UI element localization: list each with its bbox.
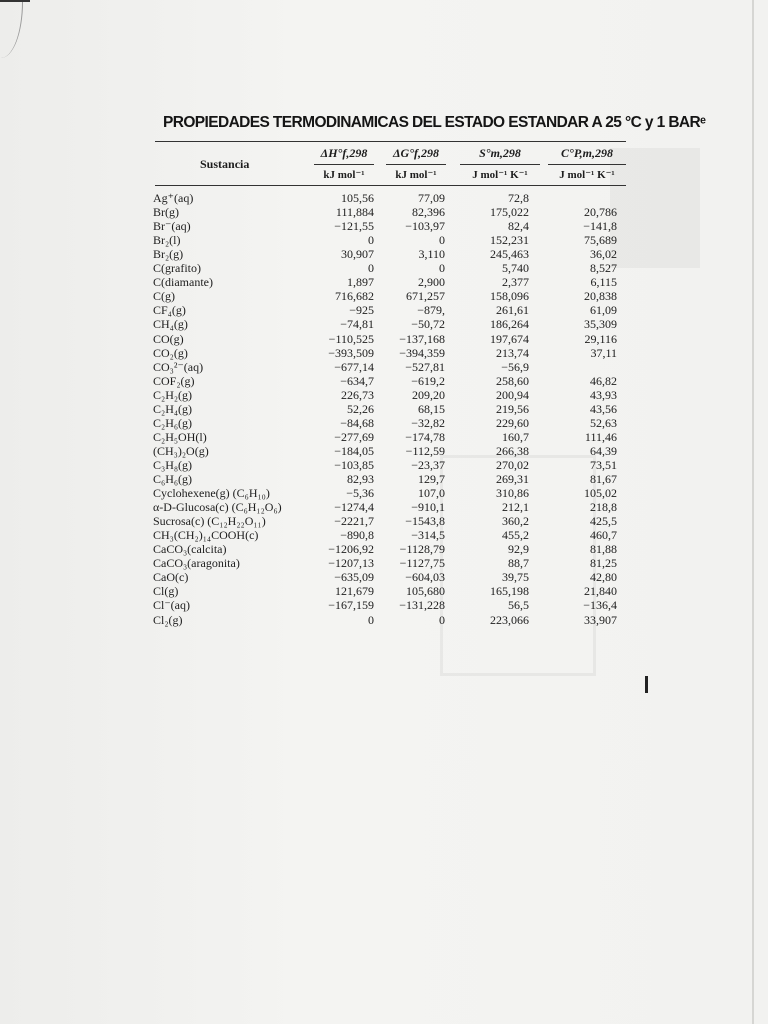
substance-cell: Br(g)	[153, 205, 179, 220]
header-enthalpy-symbol: ΔH°f,298	[320, 146, 368, 160]
heat-capacity-cell: 8,527	[590, 261, 617, 276]
heat-capacity-cell: 73,51	[590, 457, 617, 472]
gibbs-cell: 0	[439, 233, 445, 248]
substance-cell: (CH₃)₂O(g)	[153, 443, 209, 458]
table-row	[0, 458, 700, 472]
table-row	[0, 275, 700, 289]
gibbs-cell: −394,359	[399, 345, 445, 360]
table-row	[0, 219, 700, 233]
enthalpy-cell: 105,56	[341, 191, 374, 205]
table-row	[0, 444, 700, 458]
substance-cell: CO₃²⁻(aq)	[153, 359, 204, 374]
heat-capacity-cell: 33,907	[584, 612, 617, 627]
page-edge	[752, 0, 754, 1024]
gibbs-cell: −1128,79	[399, 542, 445, 557]
table-row	[0, 191, 700, 205]
entropy-cell: 39,75	[502, 570, 529, 585]
entropy-cell: 92,9	[508, 542, 529, 557]
entropy-cell: 455,2	[502, 528, 529, 543]
gibbs-cell: −1127,75	[399, 556, 445, 571]
gibbs-cell: −131,228	[399, 598, 445, 613]
substance-cell: C₃H₈(g)	[153, 457, 193, 472]
enthalpy-cell: 226,73	[341, 387, 374, 402]
heat-capacity-cell: 46,82	[590, 373, 617, 388]
enthalpy-cell: 30,907	[341, 247, 374, 262]
entropy-cell: 82,4	[508, 219, 529, 234]
entropy-cell: 269,31	[496, 472, 529, 486]
heat-capacity-cell: 6,115	[590, 275, 617, 290]
heat-capacity-cell: 35,309	[584, 317, 617, 332]
header-enthalpy-unit: kJ mol⁻¹	[323, 169, 365, 181]
header-gibbs-bar	[386, 164, 446, 165]
header-enthalpy-bar	[314, 164, 374, 165]
entropy-cell: 200,94	[496, 387, 529, 402]
gibbs-cell: 68,15	[418, 401, 445, 416]
heat-capacity-cell: 36,02	[590, 247, 617, 262]
header-gibbs	[386, 144, 446, 183]
substance-cell: Cyclohexene(g) (C₆H₁₀)	[153, 486, 270, 501]
header-entropy-bar	[460, 164, 540, 165]
table-row	[0, 542, 700, 556]
table-row	[0, 430, 700, 444]
table-row	[0, 374, 700, 388]
gibbs-cell: 0	[439, 261, 445, 276]
gibbs-cell: −604,03	[405, 570, 445, 585]
heat-capacity-cell: 20,786	[584, 205, 617, 220]
heat-capacity-cell: 105,02	[584, 486, 617, 501]
enthalpy-cell: 716,682	[335, 289, 374, 304]
substance-cell: C(diamante)	[153, 275, 213, 290]
substance-cell: Cl⁻(aq)	[153, 598, 190, 613]
gibbs-cell: −174,78	[405, 429, 445, 444]
table-row	[0, 317, 700, 331]
entropy-cell: 229,60	[496, 415, 529, 430]
gibbs-cell: 3,110	[418, 247, 445, 262]
entropy-cell: 2,377	[502, 275, 529, 290]
enthalpy-cell: −184,05	[334, 443, 374, 458]
enthalpy-cell: −925	[349, 303, 374, 318]
gibbs-cell: 107,0	[418, 486, 445, 501]
scan-mark	[645, 676, 648, 693]
enthalpy-cell: 111,884	[335, 205, 374, 220]
table-row	[0, 388, 700, 402]
enthalpy-cell: −167,159	[328, 598, 374, 613]
heat-capacity-cell: −136,4	[583, 598, 617, 613]
heat-capacity-cell: 81,25	[590, 556, 617, 571]
enthalpy-cell: −74,81	[340, 317, 374, 332]
substance-cell: C(grafito)	[153, 261, 201, 276]
entropy-cell: 219,56	[496, 401, 529, 416]
gibbs-cell: 209,20	[412, 387, 445, 402]
table-row	[0, 346, 700, 360]
enthalpy-cell: −1207,13	[328, 556, 374, 571]
table-row	[0, 472, 700, 486]
substance-cell: CF₄(g)	[153, 303, 186, 318]
entropy-cell: 266,38	[496, 443, 529, 458]
enthalpy-cell: −84,68	[340, 415, 374, 430]
header-rule	[155, 185, 626, 186]
enthalpy-cell: −393,509	[328, 345, 374, 360]
heat-capacity-cell: 218,8	[590, 500, 617, 515]
enthalpy-cell: 0	[368, 261, 374, 276]
enthalpy-cell: 121,679	[335, 584, 374, 599]
entropy-cell: −56,9	[501, 359, 529, 374]
substance-cell: Cl₂(g)	[153, 612, 183, 627]
enthalpy-cell: −634,7	[340, 373, 374, 388]
entropy-cell: 213,74	[496, 345, 529, 360]
enthalpy-cell: −103,85	[334, 457, 374, 472]
gibbs-cell: −527,81	[405, 359, 445, 374]
heat-capacity-cell: 37,11	[590, 345, 617, 360]
gibbs-cell: −910,1	[411, 500, 445, 515]
gibbs-cell: 77,09	[418, 191, 445, 205]
table-row	[0, 556, 700, 570]
table-row	[0, 233, 700, 247]
header-heat-capacity-bar	[548, 164, 626, 165]
entropy-cell: 152,231	[490, 233, 529, 248]
substance-cell: CaO(c)	[153, 570, 189, 585]
substance-cell: CH₃(CH₂)₁₄COOH(c)	[153, 528, 259, 543]
entropy-cell: 245,463	[490, 247, 529, 262]
table-row	[0, 528, 700, 542]
heat-capacity-cell: 20,838	[584, 289, 617, 304]
gibbs-cell: 82,396	[412, 205, 445, 220]
enthalpy-cell: 52,26	[347, 401, 374, 416]
entropy-cell: 160,7	[502, 429, 529, 444]
entropy-cell: 258,60	[496, 373, 529, 388]
substance-cell: C(g)	[153, 289, 175, 304]
entropy-cell: 186,264	[490, 317, 529, 332]
header-entropy	[460, 144, 540, 183]
gibbs-cell: −103,97	[405, 219, 445, 234]
entropy-cell: 310,86	[496, 486, 529, 501]
heat-capacity-cell: 75,689	[584, 233, 617, 248]
heat-capacity-cell: 81,67	[590, 472, 617, 486]
heat-capacity-cell: 43,93	[590, 387, 617, 402]
gibbs-cell: −137,168	[399, 331, 445, 346]
enthalpy-cell: −635,09	[334, 570, 374, 585]
entropy-cell: 261,61	[496, 303, 529, 318]
entropy-cell: 197,674	[490, 331, 529, 346]
header-substance: Sustancia	[200, 157, 250, 171]
substance-cell: CO₂(g)	[153, 345, 188, 360]
gibbs-cell: −112,59	[405, 443, 445, 458]
table-row	[0, 247, 700, 261]
substance-cell: Br₂(l)	[153, 233, 181, 248]
table-title: PROPIEDADES TERMODINAMICAS DEL ESTADO ESTANDAR A 25 °C y 1 BARᵉ	[163, 114, 706, 131]
gibbs-cell: 0	[439, 612, 445, 627]
substance-cell: α-D-Glucosa(c) (C₆H₁₂O₆)	[153, 500, 282, 515]
substance-cell: C₂H₆(g)	[153, 415, 193, 430]
substance-cell: CaCO₃(aragonita)	[153, 556, 240, 571]
entropy-cell: 270,02	[496, 457, 529, 472]
enthalpy-cell: −890,8	[340, 528, 374, 543]
heat-capacity-cell: 64,39	[590, 443, 617, 458]
heat-capacity-cell: 61,09	[590, 303, 617, 318]
gibbs-cell: −619,2	[411, 373, 445, 388]
entropy-cell: 5,740	[502, 261, 529, 276]
substance-cell: CaCO₃(calcita)	[153, 542, 227, 557]
entropy-cell: 175,022	[490, 205, 529, 220]
table-row	[0, 570, 700, 584]
enthalpy-cell: −677,14	[334, 359, 374, 374]
gibbs-cell: −1543,8	[405, 514, 445, 529]
table-row	[0, 584, 700, 598]
table-row	[0, 416, 700, 430]
table-row	[0, 402, 700, 416]
enthalpy-cell: −121,55	[334, 219, 374, 234]
table-row	[0, 500, 700, 514]
entropy-cell: 165,198	[490, 584, 529, 599]
gibbs-cell: −23,37	[411, 457, 445, 472]
table-row	[0, 613, 700, 627]
header-heat-capacity	[548, 144, 626, 183]
entropy-cell: 212,1	[502, 500, 529, 515]
enthalpy-cell: −1274,4	[334, 500, 374, 515]
substance-cell: C₂H₅OH(l)	[153, 429, 207, 444]
entropy-cell: 88,7	[508, 556, 529, 571]
title-rule	[155, 141, 626, 142]
enthalpy-cell: −1206,92	[328, 542, 374, 557]
header-entropy-unit: J mol⁻¹ K⁻¹	[472, 169, 528, 181]
heat-capacity-cell: 111,46	[584, 429, 617, 444]
heat-capacity-cell: 52,63	[590, 415, 617, 430]
table-row	[0, 205, 700, 219]
heat-capacity-cell: 21,840	[584, 584, 617, 599]
heat-capacity-cell: 29,116	[584, 331, 617, 346]
header-gibbs-unit: kJ mol⁻¹	[395, 169, 437, 181]
heat-capacity-cell: 42,80	[590, 570, 617, 585]
table-row	[0, 360, 700, 374]
enthalpy-cell: 0	[368, 612, 374, 627]
table-row	[0, 289, 700, 303]
heat-capacity-cell: 460,7	[590, 528, 617, 543]
substance-cell: C₆H₆(g)	[153, 472, 193, 486]
entropy-cell: 56,5	[508, 598, 529, 613]
heat-capacity-cell: −141,8	[583, 219, 617, 234]
substance-cell: C₂H₂(g)	[153, 387, 193, 402]
substance-cell: Sucrosa(c) (C₁₂H₂₂O₁₁)	[153, 514, 266, 529]
gibbs-cell: −314,5	[411, 528, 445, 543]
enthalpy-cell: 1,897	[347, 275, 374, 290]
page-corner-curl	[0, 2, 23, 58]
enthalpy-cell: 0	[368, 233, 374, 248]
table-row	[0, 486, 700, 500]
enthalpy-cell: −2221,7	[334, 514, 374, 529]
substance-cell: Br₂(g)	[153, 247, 184, 262]
heat-capacity-cell: 425,5	[590, 514, 617, 529]
substance-cell: Cl(g)	[153, 584, 179, 599]
gibbs-cell: 671,257	[406, 289, 445, 304]
table-row	[0, 332, 700, 346]
header-enthalpy	[314, 144, 374, 183]
header-entropy-symbol: S°m,298	[479, 146, 521, 160]
substance-cell: C₂H₄(g)	[153, 401, 193, 416]
entropy-cell: 72,8	[508, 191, 529, 205]
gibbs-cell: 105,680	[406, 584, 445, 599]
substance-cell: CH₄(g)	[153, 317, 188, 332]
gibbs-cell: −879,	[417, 303, 445, 318]
gibbs-cell: −50,72	[411, 317, 445, 332]
header-gibbs-symbol: ΔG°f,298	[393, 146, 439, 160]
table-row	[0, 261, 700, 275]
gibbs-cell: 2,900	[418, 275, 445, 290]
enthalpy-cell: 82,93	[347, 472, 374, 486]
substance-cell: CO(g)	[153, 331, 184, 346]
table-row	[0, 303, 700, 317]
enthalpy-cell: −110,525	[328, 331, 374, 346]
enthalpy-cell: −5,36	[346, 486, 374, 501]
gibbs-cell: 129,7	[418, 472, 445, 486]
heat-capacity-cell: 43,56	[590, 401, 617, 416]
substance-cell: Ag⁺(aq)	[153, 191, 194, 205]
entropy-cell: 158,096	[490, 289, 529, 304]
enthalpy-cell: −277,69	[334, 429, 374, 444]
entropy-cell: 223,066	[490, 612, 529, 627]
heat-capacity-cell: 81,88	[590, 542, 617, 557]
table-row	[0, 598, 700, 612]
substance-cell: Br⁻(aq)	[153, 219, 191, 234]
entropy-cell: 360,2	[502, 514, 529, 529]
header-heat-capacity-unit: J mol⁻¹ K⁻¹	[559, 169, 615, 181]
table-row	[0, 514, 700, 528]
header-heat-capacity-symbol: C°P,m,298	[561, 146, 613, 160]
gibbs-cell: −32,82	[411, 415, 445, 430]
substance-cell: COF₂(g)	[153, 373, 195, 388]
